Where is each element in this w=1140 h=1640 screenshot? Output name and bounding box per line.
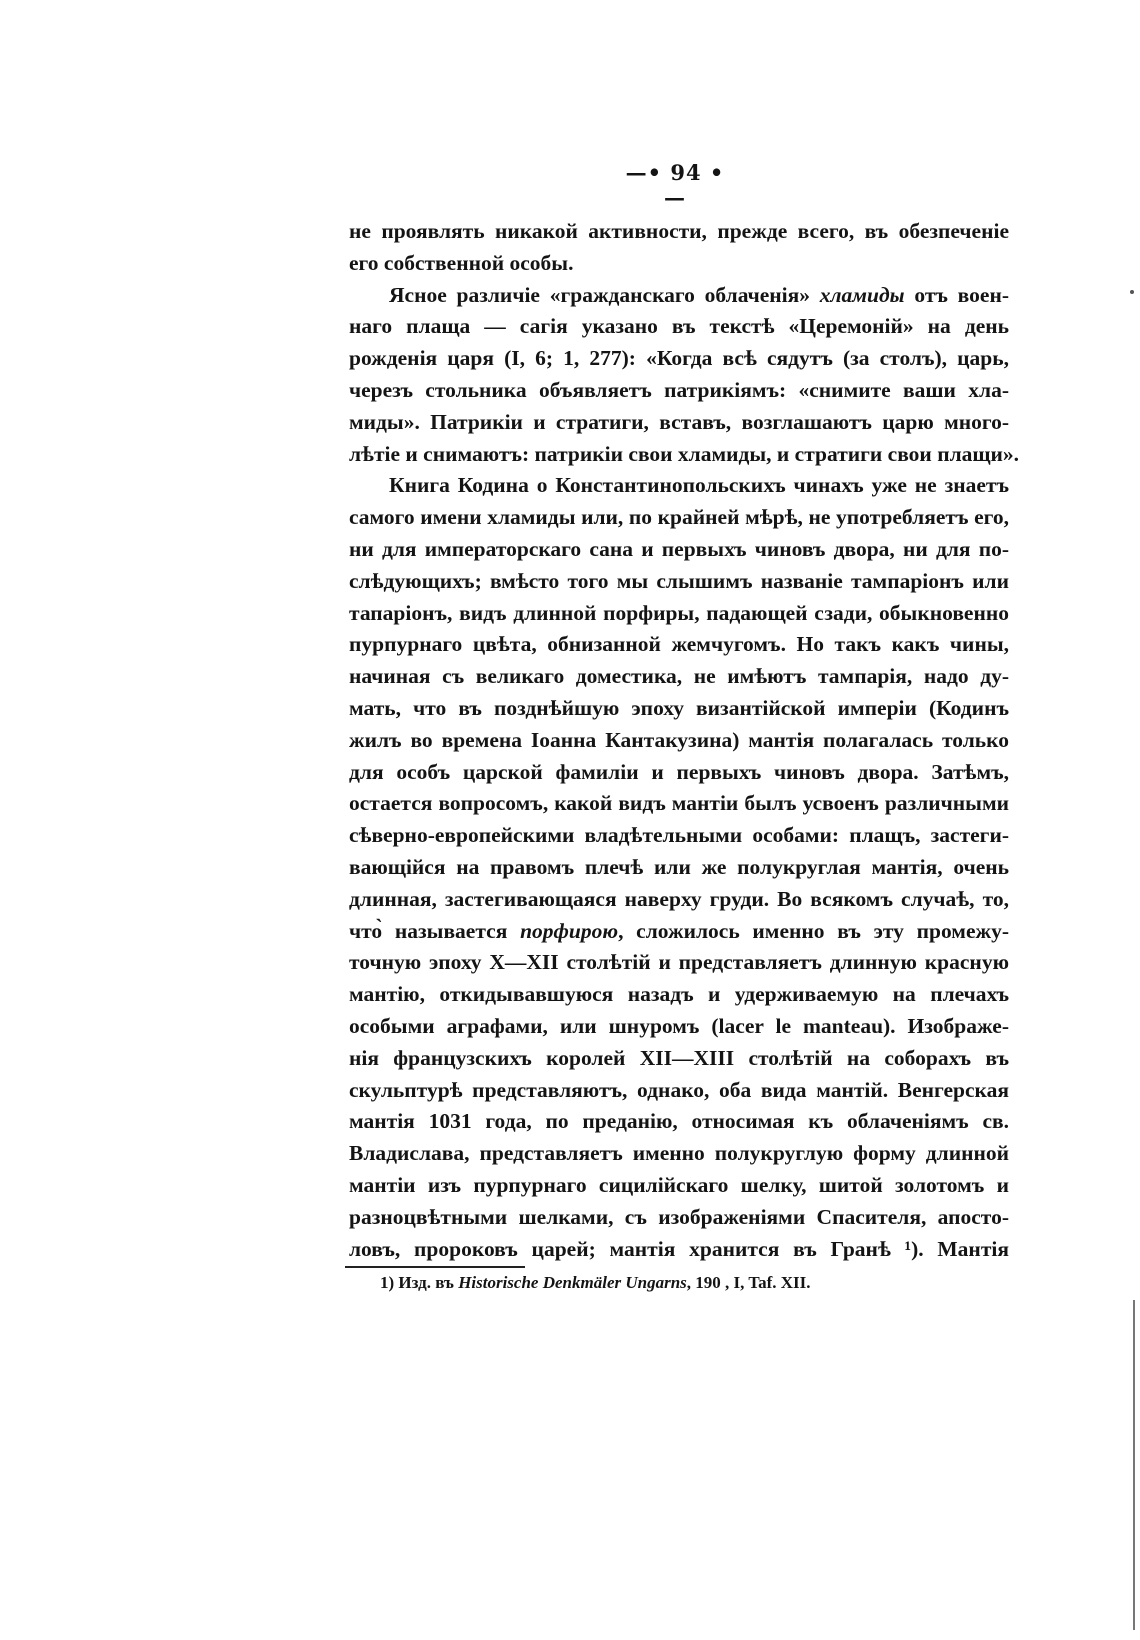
text-line: рожденія царя (I, 6; 1, 277): «Когда всѣ сядутъ (за столъ), царь,	[349, 346, 1009, 371]
text-line: точную эпоху X—XII столѣтій и представляетъ длинную красную	[349, 950, 1009, 975]
text-line: ни для императорскаго сана и первыхъ чиновъ двора, ни для по-	[349, 536, 1009, 561]
text-line: тапаріонъ, видъ длинной порфиры, падающей сзади, обыкновенно	[349, 600, 1009, 625]
text-line: скульптурѣ представляютъ, однако, оба вида мантій. Венгерская	[349, 1077, 1009, 1102]
text-segment: , сложилось именно въ эту промежу-	[618, 918, 1009, 943]
text-line: начиная съ великаго доместика, не имѣютъ тампарія, надо ду-	[349, 664, 1009, 689]
text-segment: что̀ называется	[349, 918, 521, 943]
footnote-rest: , 190 , I, Taf. XII.	[686, 1273, 811, 1292]
text-line: пурпурнаго цвѣта, обнизанной жемчугомъ. Но такъ какъ чины,	[349, 632, 1009, 657]
text-line: для особъ царской фамиліи и первыхъ чиновъ двора. Затѣмъ,	[349, 759, 1009, 784]
footnote-source-title: Historische Denkmäler Ungarns	[458, 1273, 687, 1292]
text-line: самого имени хламиды или, по крайней мѣрѣ, не употребляетъ его,	[349, 505, 1009, 530]
text-line: сѣверно-европейскими владѣтельными особами: плащъ, застеги-	[349, 823, 1009, 848]
text-line: лѣтіе и снимаютъ: патрикіи свои хламиды, и стратиги свои плащи».	[349, 441, 1020, 466]
body-text	[349, 216, 1020, 1265]
text-line: черезъ стольника объявляетъ патрикіямъ: «снимите ваши хла-	[349, 377, 1009, 402]
text-line: вающійся на правомъ плечѣ или же полукруглая мантія, очень	[349, 854, 1009, 879]
text-line: нія французскихъ королей XII—XIII столѣтій на соборахъ въ	[349, 1045, 1009, 1070]
text-line: его собственной особы.	[349, 250, 574, 275]
text-segment: отъ воен-	[904, 282, 1009, 307]
italic-term: хламиды	[819, 282, 905, 307]
footnote	[380, 1273, 811, 1293]
text-line: миды». Патрикіи и стратиги, вставъ, возглашаютъ царю много-	[349, 409, 1009, 434]
scan-mark	[1133, 1300, 1135, 1630]
text-line: остается вопросомъ, какой видъ мантіи былъ усвоенъ различными	[349, 791, 1009, 816]
text-line: наго плаща — сагія указано въ текстѣ «Церемоній» на день	[349, 314, 1009, 339]
text-line: мантіи изъ пурпурнаго сицилійскаго шелку, шитой золотомъ и	[349, 1172, 1009, 1197]
italic-term: порфирою	[520, 918, 619, 943]
text-line: длинная, застегивающаяся наверху груди. Во всякомъ случаѣ, то,	[349, 886, 1009, 911]
text-line: не проявлять никакой активности, прежде всего, въ обезпеченіе	[349, 219, 1009, 243]
text-line	[349, 280, 1009, 312]
text-segment: Ясное различіе «гражданскаго облаченія»	[389, 282, 820, 307]
footnote-marker: 1) Изд. въ	[380, 1273, 459, 1292]
text-line	[349, 916, 1009, 948]
text-line: жилъ во времена Іоанна Кантакузина) мантія полагалась только	[349, 727, 1009, 752]
text-line: мантію, откидывавшуюся назадъ и удерживаемую на плечахъ	[349, 982, 1009, 1007]
scan-mark	[1130, 290, 1134, 294]
text-line: ловъ, пророковъ царей; мантія хранится въ Гранѣ ¹). Мантія	[349, 1236, 1009, 1261]
page-number: —• 94 •—	[625, 160, 725, 210]
text-line: мать, что въ позднѣйшую эпоху византійской имперіи (Кодинъ	[349, 695, 1009, 720]
footnote-rule	[345, 1266, 525, 1268]
text-line: особыми аграфами, или шнуромъ (lacer le manteau). Изображе-	[349, 1013, 1009, 1038]
text-line: мантія 1031 года, по преданію, относимая къ облаченіямъ св.	[349, 1109, 1009, 1134]
text-line: Книга Кодина о Константинопольскихъ чинахъ уже не знаетъ	[389, 473, 1009, 498]
text-line: разноцвѣтными шелками, съ изображеніями Спасителя, апосто-	[349, 1204, 1009, 1229]
text-line: слѣдующихъ; вмѣсто того мы слышимъ названіе тампаріонъ или	[349, 568, 1009, 593]
text-line: Владислава, представляетъ именно полукруглую форму длинной	[349, 1141, 1009, 1166]
